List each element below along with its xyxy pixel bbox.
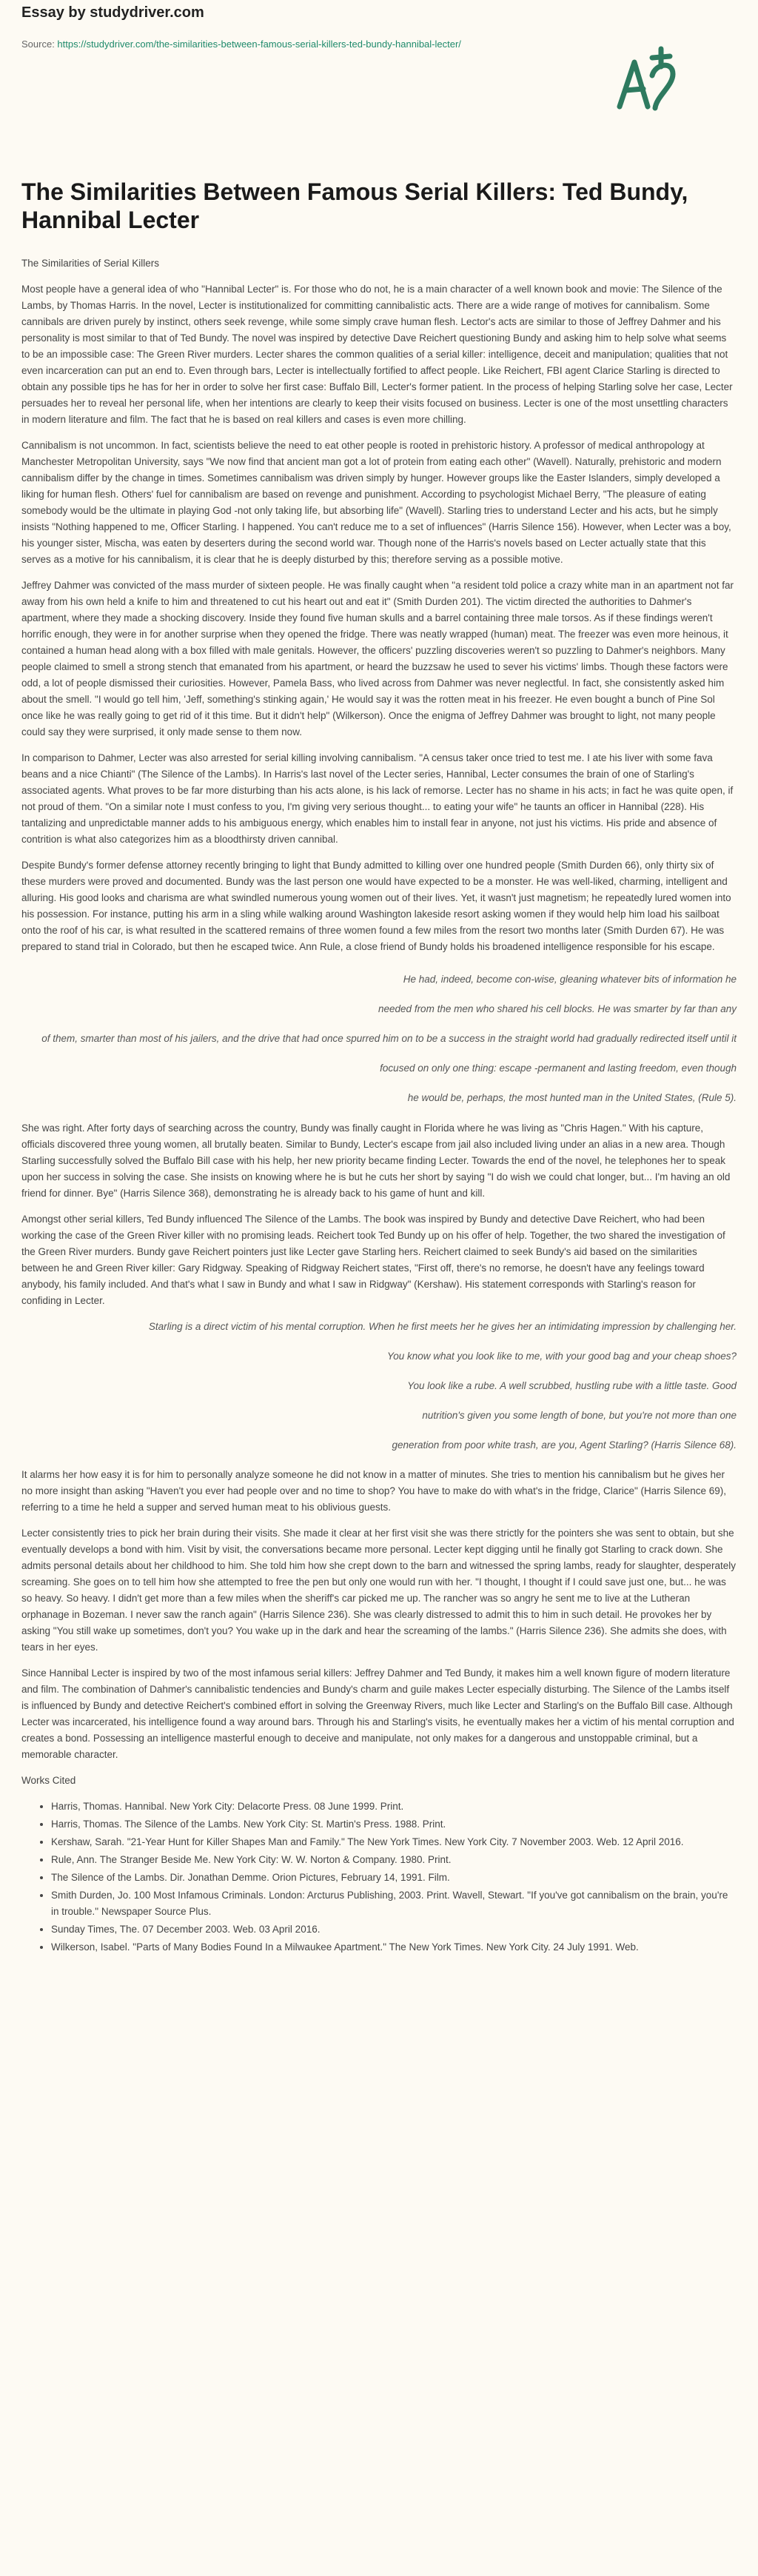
quote-line: focused on only one thing: escape -permanent and lasting freedom, even though bbox=[380, 1063, 737, 1074]
paragraph: It alarms her how easy it is for him to personally analyze someone he did not know in a matter of minutes. She tries to mention his cannibalism but he gives her no more insight than asking "Haven't you ever had people over and no time to shop? You have to make do with what's in the fridge, Clarice" (Harris Silence 69), referring to a time he held a supper and served human meat to his oblivious guests. bbox=[21, 1469, 727, 1513]
block-quote-harris bbox=[21, 1319, 737, 1453]
quote-line: nutrition's given you some length of bone, but you're not more than one bbox=[422, 1410, 737, 1421]
paragraph: Despite Bundy's former defense attorney recently bringing to light that Bundy admitted to killing over one hundred people (Smith Durden 66), only thirty six of these murders were proved and documented. Bundy was the last person one would have expected to be a monster. He was well-liked, charming, intelligent and alluring. His good looks and charisma are what swindled numerous young women out of their lives. Yet, it wasn't just magnetism; he repeatedly lured women into his possession. For instance, putting his arm in a sling while walking around Washington lakeside resort asking women if they would help him load his sailboat onto the roof of his car, is what resulted in the scattered remains of three women found a few miles from the resort two months later (Smith Durden 67). He was prepared to stand trial in Colorado, but then he escaped twice. Ann Rule, a close friend of Bundy holds his broadened intelligence responsible for his escape. bbox=[21, 860, 731, 952]
works-cited-item: • Wilkerson, Isabel. "Parts of Many Bodies Found In a Milwaukee Apartment." The New York Times. New York City. 24 July 1991. Web. bbox=[51, 1939, 737, 1956]
quote-line: needed from the men who shared his cell blocks. He was smarter by far than any bbox=[378, 1003, 737, 1014]
paragraph: She was right. After forty days of searching across the country, Bundy was finally caught in Florida where he was living as "Chris Hagen." With his capture, officials discovered three young women, all brutally beaten. Similar to Bundy, Lecter's escape from jail also included living under an alias in a new area. Though Starling successfully solved the Buffalo Bill case with his help, her new priority became finding Lecter. Towards the end of the novel, he telephones her to speak upon her success in solving the case. She insists on knowing where he is but he cuts her short by saying "I do wish we could chat longer, but... I'm having an old friend for dinner. Bye" (Harris Silence 368), demonstrating he is already back to his game of hunt and kill. bbox=[21, 1123, 731, 1199]
paragraph: Cannibalism is not uncommon. In fact, scientists believe the need to eat other people is rooted in prehistoric history. A professor of medical anthropology at Manchester Metropolitan University, says "We now find that ancient man got a lot of protein from eating each other" (Wavell). Naturally, prehistoric and modern cannibalism differ by the change in times. Sometimes cannibalism was driven simply by hunger. However groups like the Easter Islanders, simply developed a liking for human flesh. Others' fuel for cannibalism are based on revenge and punishment. According to psychologist Michael Berry, "The pleasure of eating somebody would be the ultimate in playing God -not only taking life, but absorbing life" (Wavell). Starling tries to understand Lecter and his acts, but he simply insists "Nothing happened to me, Officer Starling. I happened. You can't reduce me to a set of influences" (Harris Silence 156). However, when Lecter was a boy, his younger sister, Mischa, was eaten by deserters during the second world war. Though none of the Harris's novels based on Lecter actually state that this serves as a motive for his cannibalism, it is clear that he is deeply disturbed by this; therefore serving as a possible motive. bbox=[21, 440, 731, 565]
works-cited-item: • Rule, Ann. The Stranger Beside Me. New York City: W. W. Norton & Company. 1980. Print. bbox=[51, 1852, 737, 1868]
works-cited-item: • The Silence of the Lambs. Dir. Jonathan Demme. Orion Pictures, February 14, 1991. Film. bbox=[51, 1870, 737, 1886]
paragraph: Since Hannibal Lecter is inspired by two of the most infamous serial killers: Jeffrey Dahmer and Ted Bundy, it makes him a well known figure of modern literature and film. The combination of Dahmer's cannibalistic tendencies and Bundy's charm and guile makes Lecter especially disturbing. The Silence of the Lambs itself is influenced by Bundy and detective Reichert's combined effort in solving the Greenway Rivers, much like Lecter and Starling's on the Buffalo Bill case. Although Lecter was incarcerated, his intelligence found a way around bars. Through his and Starling's visits, he eventually makes her a victim of his mental corruption and creates a bond. Possessing an intelligence masterful enough to deceive and manipulate, not only makes for a dangerous and unstoppable criminal, but a memorable character. bbox=[21, 1667, 734, 1760]
quote-line: he would be, perhaps, the most hunted man in the United States, (Rule 5). bbox=[407, 1092, 737, 1103]
works-cited-item: • Harris, Thomas. The Silence of the Lambs. New York City: St. Martin's Press. 1988. Print. bbox=[51, 1816, 737, 1833]
site-title: Essay by studydriver.com bbox=[21, 4, 204, 21]
works-cited-heading: Works Cited bbox=[21, 1775, 76, 1786]
works-cited-item: • Kershaw, Sarah. "21-Year Hunt for Killer Shapes Man and Family." The New York Times. New York City. 7 November 2003. Web. 12 April 2016. bbox=[51, 1834, 737, 1850]
source-line bbox=[21, 36, 554, 52]
essay-subtitle: The Similarities of Serial Killers bbox=[21, 258, 160, 269]
header bbox=[21, 0, 737, 132]
source-link[interactable]: https://studydriver.com/the-similarities-between-famous-serial-killers-ted-bundy-hannibal-lecter/ bbox=[57, 39, 461, 50]
quote-line: He had, indeed, become con-wise, gleaning whatever bits of information he bbox=[403, 974, 737, 985]
quote-line: Starling is a direct victim of his mental corruption. When he first meets her he gives her an intimidating impression by challenging her. bbox=[148, 1321, 737, 1332]
a-plus-logo-icon bbox=[611, 44, 679, 116]
works-cited-item: • Sunday Times, The. 07 December 2003. Web. 03 April 2016. bbox=[51, 1921, 737, 1938]
quote-line: of them, smarter than most of his jailers, and the drive that had once spurred him on to be a success in the straight world had gradually redirected itself until it bbox=[41, 1033, 737, 1044]
paragraph: Jeffrey Dahmer was convicted of the mass murder of sixteen people. He was finally caught when "a resident told police a crazy white man in an apartment not far away from his own held a knife to him and threatened to cut his heart out and eat it" (Smith Durden 201). The victim directed the authorities to Dahmer's apartment, where they made a shocking discovery. Inside they found five human skulls and a barrel containing three male torsos. As if these findings weren't horrific enough, they were in for another surprise when they opened the fridge. There was neatly wrapped (human) meat. The freezer was even more heinous, it contained a human head along with a box filled with male genitals. However, the officers' puzzling discoveries weren't so puzzling to Dahmer's neighbors. Many people claimed to smell a strong stench that emanated from his apartment, or heard the buzzsaw he used to sever his victims' limbs. Though these factors were odd, a lot of people dismissed their curiosities. However, Pamela Bass, who lived across from Dahmer was never neglectful. In fact, she consistently asked him about the smell. "I would go tell him, 'Jeff, something's stinking again,' He would say it was the rotten meat in his freezer. He even bought a bunch of Pine Sol once like he was really going to get rid of it this time. But it didn't help" (Wilkerson). Once the enigma of Jeffrey Dahmer was brought to light, not many people could say they were surprised, it only made sense to them now. bbox=[21, 580, 734, 737]
works-cited-item: • Harris, Thomas. Hannibal. New York City: Delacorte Press. 08 June 1999. Print. bbox=[51, 1799, 737, 1815]
works-cited-item: • Smith Durden, Jo. 100 Most Infamous Criminals. London: Arcturus Publishing, 2003. Print. Wavell, Stewart. "If you've got cannibalism on the brain, you're in trouble." Newspaper Source Plus. bbox=[51, 1887, 737, 1920]
block-quote-rule bbox=[21, 965, 737, 1113]
essay-body bbox=[21, 255, 737, 1957]
paragraph: Lecter consistently tries to pick her brain during their visits. She made it clear at her first visit she was there strictly for the pointers she was sent to obtain, but she eventually develops a bond with him. Visit by visit, the conversations became more personal. Lecter kept digging until he finally got Starling to crack down. She admits personal details about her childhood to him. She told him how she crept down to the barn and witnessed the spring lambs, ready for slaughter, desperately screaming. She goes on to tell him how she attempted to free the pen but only one would run with her. "I thought, I thought if I could save just one, but... he was so heavy. So heavy. I didn't get more than a few miles when the sheriff's car picked me up. The rancher was so angry he sent me to live at the Lutheran orphanage in Bozeman. I never saw the ranch again" (Harris Silence 236). She was clearly distressed to admit this to him in such detail. He provokes her by asking "You still wake up sometimes, don't you? You wake up in the dark and hear the screaming of the lambs." (Harris Silence 236). She admits she does, with tears in her eyes. bbox=[21, 1528, 737, 1653]
source-label: Source: bbox=[21, 39, 58, 50]
quote-line: generation from poor white trash, are you, Agent Starling? (Harris Silence 68). bbox=[392, 1439, 737, 1451]
paragraph: Most people have a general idea of who "Hannibal Lecter" is. For those who do not, he is a main character of a well known book and movie: The Silence of the Lambs, by Thomas Harris. In the novel, Lecter is institutionalized for committing cannibalistic acts. There are a wide range of motives for cannibalism. Some cannibals are driven purely by instinct, others seek revenge, while some simply crave human flesh. Lector's acts are similar to those of Jeffrey Dahmer and his personality is most similar to that of Ted Bundy. The novel was inspired by detective Dave Reichert questioning Bundy and asking him to help solve what seems to be an impossible case: The Green River murders. Lecter shares the common qualities of a serial killer: intelligence, deceit and manipulation; qualities that not even incarceration can put an end to. Even through bars, Lecter is intellectually fortified to affect people. Like Reichert, FBI agent Clarice Starling is directed to obtain any possible tips he has for her in order to solve her first case: Buffalo Bill, Lecter's former patient. In the process of helping Starling solve her case, Lecter persuades her to reveal her personal life, when her intentions are clearly to keep their visits focused on business. Lecter is one of the most unsettling characters in modern literature and film. The fact that he is based on real killers and cases is even more chilling. bbox=[21, 284, 733, 425]
quote-line: You know what you look like to me, with your good bag and your cheap shoes? bbox=[386, 1351, 737, 1362]
works-cited-list bbox=[21, 1799, 737, 1956]
quote-line: You look like a rube. A well scrubbed, hustling rube with a little taste. Good bbox=[407, 1380, 737, 1391]
page-title: The Similarities Between Famous Serial Killers: Ted Bundy, Hannibal Lecter bbox=[21, 178, 688, 233]
paragraph: Amongst other serial killers, Ted Bundy influenced The Silence of the Lambs. The book was inspired by Bundy and detective Dave Reichert, who had been working the case of the Green River killer with no promising leads. Reichert took Ted Bundy up on his offer of help. Together, the two shared the investigation of the Green River murders. Bundy gave Reichert pointers just like Lecter gave Starling hers. Reichert claimed to seek Bundy's aid based on the similarities between he and Green River killer: Gary Ridgway. Speaking of Ridgway Reichert states, "First off, there's no remorse, he doesn't have any feelings toward anybody, his family included. And that's what I saw in Bundy and what I saw in Ridgway" (Kershaw). His statement corresponds with Starling's reason for confiding in Lecter. bbox=[21, 1214, 725, 1306]
paragraph: In comparison to Dahmer, Lecter was also arrested for serial killing involving cannibalism. "A census taker once tried to test me. I ate his liver with some fava beans and a nice Chianti" (The Silence of the Lambs). In Harris's last novel of the Lecter series, Hannibal, Lecter consumes the brain of one of Starling's associated agents. What proves to be far more disturbing than his acts alone, is his lack of remorse. Lecter has no shame in his acts; in fact he was quite open, if not proud of them. "On a similar note I must confess to you, I'm giving very serious thought... to eating your wife" he taunts an officer in Hannibal (228). His tantalizing and unpredictable manner adds to his ambiguous energy, which enables him to install fear in anyone, not just his victims. His pride and absence of contrition is what also categorizes him as a bloodthirsty driven cannibal. bbox=[21, 752, 734, 845]
